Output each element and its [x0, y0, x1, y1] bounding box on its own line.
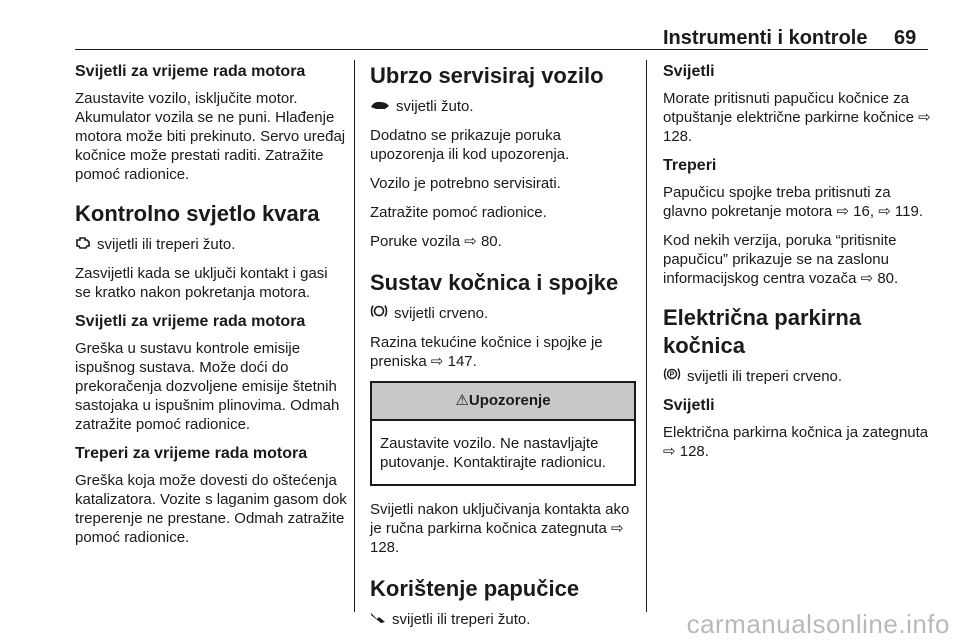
- column-divider-2: [646, 60, 647, 612]
- paragraph: Poruke vozila ⇨ 80.: [370, 233, 502, 250]
- paragraph: Zasvijetli kada se uključi kontakt i gasi se kratko nakon pokretanja motora.: [75, 265, 328, 301]
- paragraph: Dodatno se prikazuje poruka upozorenja ili kod upozorenja.: [370, 127, 570, 163]
- paragraph: Greška koja može dovesti do oštećenja katalizatora. Vozite s laganim gasom dok treperenje ne prestane. Odmah zatražite pomoć radionice.: [75, 472, 347, 546]
- section-title: Korištenje papučice: [370, 576, 580, 601]
- paragraph: Morate pritisnuti papučicu kočnice za otpuštanje električne parkirne kočnice ⇨ 128.: [663, 90, 931, 145]
- header-divider: [75, 49, 928, 50]
- parking-brake-icon: [663, 367, 681, 386]
- wrench-car-icon: [370, 97, 390, 116]
- page-header-title: Instrumenti i kontrole: [663, 27, 868, 49]
- section-heading: Treperi za vrijeme rada motora: [75, 445, 308, 462]
- engine-check-icon: [75, 235, 91, 254]
- warning-text: Zaustavite vozilo. Ne nastavljajte putovanje. Kontaktirajte radionicu.: [380, 435, 606, 471]
- icon-line-text: svijetli ili treperi žuto.: [392, 611, 531, 628]
- icon-line: [663, 367, 931, 386]
- column-2: [370, 62, 636, 639]
- paragraph: Električna parkirna kočnica ja zategnuta ⇨ 128.: [663, 424, 929, 460]
- section-title: Električna parkirna kočnica: [663, 305, 862, 358]
- section-title: Ubrzo servisiraj vozilo: [370, 63, 604, 88]
- warning-label: Upozorenje: [468, 392, 551, 409]
- warning-box: [370, 381, 636, 486]
- column-3: [663, 62, 931, 471]
- icon-line-text: svijetli crveno.: [394, 305, 489, 322]
- section-heading: Treperi: [663, 157, 717, 174]
- paragraph: Razina tekućine kočnice i spojke je preniska ⇨ 147.: [370, 334, 603, 370]
- paragraph: Zatražite pomoć radionice.: [370, 204, 547, 221]
- column-1: [75, 62, 347, 557]
- warning-triangle-icon: ⚠: [455, 392, 469, 409]
- brake-system-icon: [370, 304, 388, 323]
- paragraph: Papučicu spojke treba pritisnuti za glavno pokretanje motora ⇨ 16, ⇨ 119.: [663, 184, 924, 220]
- page-number: 69: [894, 27, 917, 49]
- icon-line-text: svijetli ili treperi žuto.: [97, 236, 236, 253]
- section-title: Kontrolno svjetlo kvara: [75, 201, 320, 226]
- icon-line: [370, 610, 636, 629]
- icon-line-text: svijetli ili treperi crveno.: [687, 368, 843, 385]
- icon-line: [370, 304, 636, 323]
- paragraph: Vozilo je potrebno servisirati.: [370, 175, 561, 192]
- section-heading: Svijetli: [663, 63, 715, 80]
- icon-line: [75, 235, 347, 254]
- paragraph: Kod nekih verzija, poruka “pritisnite papučicu” prikazuje se na zaslonu informacijskog centra vozača ⇨ 80.: [663, 232, 899, 287]
- section-heading: Svijetli za vrijeme rada motora: [75, 313, 306, 330]
- pedal-icon: [370, 610, 386, 629]
- paragraph: Svijetli nakon uključivanja kontakta ako je ručna parkirna kočnica zategnuta ⇨ 128.: [370, 501, 630, 556]
- section-heading: Svijetli za vrijeme rada motora: [75, 63, 306, 80]
- section-title: Sustav kočnica i spojke: [370, 270, 619, 295]
- svg-text:P: P: [669, 371, 675, 379]
- paragraph: Greška u sustavu kontrole emisije ispušnog sustava. Može doći do prekoračenja dozvoljene emisije štetnih sastojaka u ispušnim plinovima. Odmah zatražite pomoć radionice.: [75, 340, 340, 433]
- icon-line-text: svijetli žuto.: [396, 98, 474, 115]
- column-divider-1: [354, 60, 355, 612]
- paragraph: Zaustavite vozilo, isključite motor. Akumulator vozila se ne puni. Hlađenje motora može biti prekinuto. Servo uređaj kočnice može prestati raditi. Zatražite pomoć radionice.: [75, 90, 346, 183]
- section-heading: Svijetli: [663, 397, 715, 414]
- icon-line: [370, 97, 636, 116]
- watermark: carmanualsonline.info: [686, 609, 950, 639]
- warning-header: [372, 383, 634, 421]
